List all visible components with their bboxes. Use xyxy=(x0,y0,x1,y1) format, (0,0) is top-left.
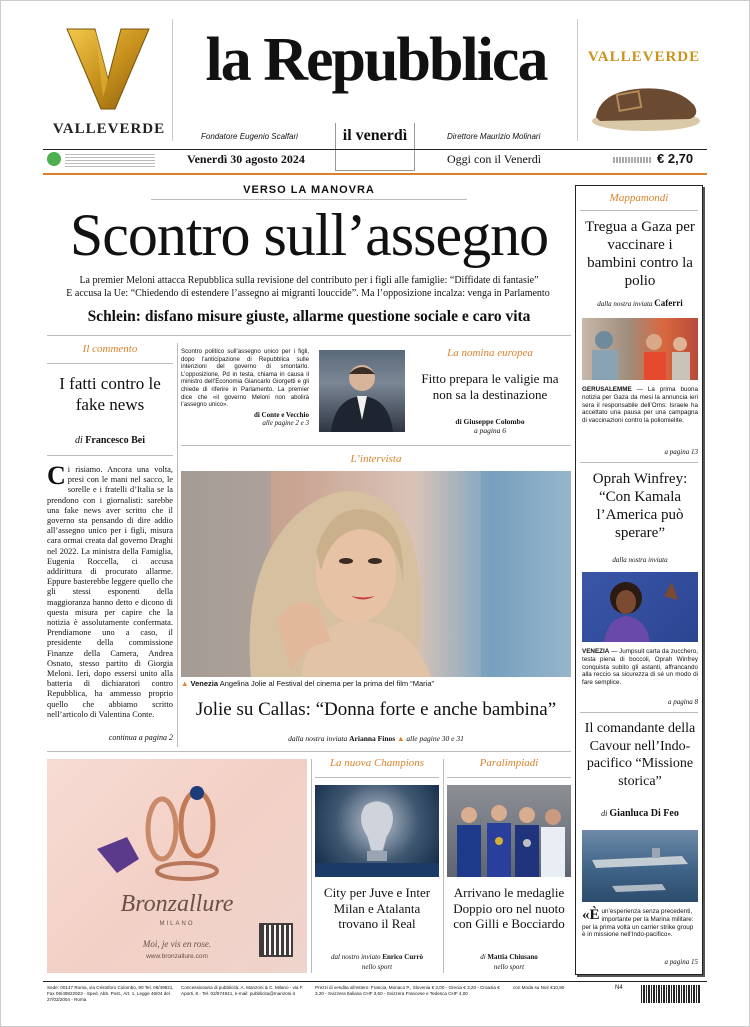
intervista-byline-prefix: dalla nostra inviata xyxy=(288,734,348,743)
athletes-photo xyxy=(447,785,571,877)
nomina-title[interactable]: Fitto prepara le valigie ma non sa la destinazione xyxy=(421,371,559,402)
rings-icon xyxy=(77,779,257,889)
commento-column xyxy=(47,343,173,747)
commento-byline-prefix: di xyxy=(75,435,83,446)
paralimpiadi-author: Mattia Chiusano xyxy=(487,953,538,961)
lead-headline[interactable]: Scontro sull’assegno xyxy=(69,202,549,268)
intervista-author: Arianna Finos xyxy=(349,734,396,743)
gaza-place: GERUSALEMME xyxy=(582,386,632,393)
champions-page[interactable]: nello sport xyxy=(361,963,393,971)
children-photo-icon xyxy=(582,318,698,380)
athletes-icon xyxy=(447,785,571,877)
mappamondi-column xyxy=(575,185,703,975)
supplement-logo[interactable] xyxy=(335,123,415,171)
intervista-kicker: L’intervista xyxy=(350,453,402,465)
political-pages[interactable]: alle pagine 2 e 3 xyxy=(262,418,309,427)
jewelry-ad[interactable] xyxy=(47,759,307,973)
commento-continue[interactable]: continua a pagina 2 xyxy=(108,733,173,742)
nomina-kicker: La nomina europea xyxy=(447,347,533,359)
gaza-text: — La prima buona notizia per Gaza da mesi la annuncia ieri sera il responsabile dell’Oms: Israele ha accettato una pausa per una campagna di vaccinazioni contro la poliomielite. xyxy=(582,386,698,425)
footer-code: N4 xyxy=(615,985,623,991)
recycle-note xyxy=(65,153,155,167)
footer-col2: Concessionaria di pubblicità: A. Manzoni & C. Milano - via F. Aporti, 8 - Tel. 02/574941, e-mail: pubblicita@manzoni.it xyxy=(181,985,304,996)
carrier-ship-icon xyxy=(582,830,698,902)
cavour-text-block xyxy=(582,908,698,939)
commento-kicker: Il commento xyxy=(82,343,138,355)
today-with: Oggi con il Venerdì xyxy=(447,152,542,166)
nomina-page[interactable]: a pagina 6 xyxy=(473,426,507,435)
nomina-box xyxy=(409,343,571,443)
oprah-place: VENEZIA xyxy=(582,648,610,655)
cavour-title[interactable]: Il comandante della Cavour nell’Indo-pacifico “Missione storica” xyxy=(584,721,696,789)
issue-date: Venerdì 30 agosto 2024 xyxy=(187,152,305,166)
trophy-icon xyxy=(315,785,439,877)
oprah-page[interactable]: a pagina 8 xyxy=(668,698,698,706)
footer-col1: Sede: 00147 Roma, via Cristoforo Colombo, 90 Tel. 06/49821, Fax 06/49822923 - Sped. Abb. Post., Art. 1, Legge 46/04 del 27/02/2004 - Roma xyxy=(47,985,174,1002)
champions-box xyxy=(315,757,439,973)
oprah-byline: dalla nostra inviata xyxy=(612,556,668,564)
jolie-caption: ▲ Venezia Angelina Jolie al Festival del cinema per la prima del film “Maria” xyxy=(181,679,434,688)
cavour-page[interactable]: a pagina 15 xyxy=(664,958,698,966)
cavour-text: un’esperienza senza precedenti, importante per la Marina militare: per la prima volta un carrier strike group è in missione nell’Indo-pacifico». xyxy=(582,908,694,939)
portrait-photo-icon xyxy=(181,471,571,677)
left-ad-brand: VALLEVERDE xyxy=(52,121,166,137)
footer-col4: con Moda su Noir €10,90 xyxy=(513,985,565,990)
person-portrait-icon xyxy=(319,350,405,432)
gaza-author: Caferri xyxy=(654,298,683,308)
jolie-photo xyxy=(181,471,571,677)
footer-col3: Prezzi di vendita all’estero: Francia, Monaco P., Slovenia € 3,00 - Grecia € 3,20 - Croazia € 3,20 - Svizzera Italiana CHF 3,50 - Svizzera Francese e Tedesca CHF 4,00 xyxy=(315,985,500,996)
oprah-text-block xyxy=(582,648,698,687)
lead-deck-2: E accusa la Ue: “Chiedendo di estendere l’assegno ai migranti louccide”. Ma l’opposizione incalza: venga in Parlamento xyxy=(66,288,550,299)
ad-url[interactable]: www.bronzallure.com xyxy=(146,953,208,960)
oprah-portrait-icon xyxy=(582,572,698,642)
champions-headline[interactable]: City per Juve e Inter Milan e Atalanta trovano il Real xyxy=(323,885,431,931)
political-summary xyxy=(181,348,309,427)
cavour-byline-prefix: di xyxy=(601,809,608,818)
ad-brand: Bronzallure xyxy=(120,891,234,917)
paralimpiadi-byline-prefix: di xyxy=(480,953,486,961)
paralimpiadi-headline[interactable]: Arrivano le medaglie Doppio oro nel nuoto con Gilli e Bocciardo xyxy=(453,885,565,931)
valleverde-v-logo-icon xyxy=(65,25,151,113)
lead-subhead[interactable]: Schlein: disfano misure giuste, allarme questione sociale e caro vita xyxy=(87,308,531,325)
fitto-photo xyxy=(319,350,405,432)
mappamondi-kicker: Mappamondi xyxy=(609,192,669,204)
paralimpiadi-box xyxy=(447,757,571,973)
lead-deck-1: La premier Meloni attacca Repubblica sulla revisione del contributo per i figli alle famiglie: “Diffidate di fantasie” xyxy=(79,275,539,286)
commento-title[interactable]: I fatti contro le fake news xyxy=(59,374,161,414)
champions-author: Enrico Currò xyxy=(382,953,423,961)
champions-kicker: La nuova Champions xyxy=(329,757,425,769)
cavour-quote-mark: «È xyxy=(582,907,600,923)
left-ad[interactable] xyxy=(43,19,173,141)
ship-photo xyxy=(582,830,698,902)
paralimpiadi-page[interactable]: nello sport xyxy=(493,963,525,971)
barcode-icon xyxy=(641,985,701,1003)
right-ad-brand: VALLEVERDE xyxy=(587,49,701,65)
supplement-logo-text: il venerdì xyxy=(342,127,408,144)
ad-tagline: Moi, je vis en rose. xyxy=(142,939,212,949)
political-text: Scontro politico sull’assegno unico per i figli, dopo l’anticipazione di Repubblica sulle intenzioni del governo di smontarlo. L’opposizione, Pd in testa, chiama in causa il ministro dell’Economia Giancarlo Giorgetti e gli chiede di riferire in Parlamento. La premier dice che «il governo Meloni non abolirà l’assegno unico». xyxy=(181,348,309,409)
champions-byline-prefix: dal nostro inviato xyxy=(331,953,381,961)
lead-kicker: VERSO LA MANOVRA xyxy=(243,184,375,196)
jolie-caption-text: Angelina Jolie al Festival del cinema per la prima del film “Maria” xyxy=(219,679,434,688)
trophy-photo xyxy=(315,785,439,877)
right-ad[interactable] xyxy=(577,19,707,141)
jolie-caption-place: Venezia xyxy=(190,679,219,688)
nomina-byline: di Giuseppe Colombo xyxy=(455,417,525,426)
cavour-author: Gianluca Di Feo xyxy=(609,808,679,819)
oprah-text: — Jumpsuit carta da zucchero, testa piena di boccoli, Oprah Winfrey conquista subito gli astanti, affrancando alla reccio sa sicurezza di sé un modo di fare semplice. xyxy=(582,648,698,687)
intervista-byline: dalla nostra inviata Arianna Finos ▲ alle pagine 30 e 31 xyxy=(288,734,464,743)
gaza-page[interactable]: a pagina 13 xyxy=(664,448,698,456)
director-line: Direttore Maurizio Molinari xyxy=(447,132,541,141)
founder-line: Fondatore Eugenio Scalfari xyxy=(201,132,298,141)
commento-text: i risiamo. Ancora una volta, presi con le mani nel sacco, le sorelle e i fratelli d’Italia se la prendono con i giornalisti: sarebbe una fake news aver scritto che il governo sta pensando di dire addio all’assegno unico per i figli, misura cara ormai creata dal governo Draghi nel 2022. La ministra della Famiglia, Eugenia Roccella, ci accusa addirittura di procurato allarme. Eppure basterebbe leggere quello che gli stessi esponenti della maggioranza hanno detto e dicono di questa misura per capire che la notizia è assolutamente confermata. Prendiamone uno a caso, il presidente della commissione Finanze della Camera, Andrea Osnato, stesso partito di Giorgia Meloni. Ieri, dopo essersi unito alla batteria di dichiaratori contro Repubblica, ha ammesso proprio quello che abbiamo scritto nell’articolo di Valentina Conte. xyxy=(47,465,173,719)
paralimpiadi-kicker: Paralimpiadi xyxy=(479,757,539,769)
intervista-headline[interactable]: Jolie su Callas: “Donna forte e anche bambina” xyxy=(195,699,557,720)
issue-number xyxy=(613,157,651,163)
ad-sub: MILANO xyxy=(159,921,195,927)
commento-author: Francesco Bei xyxy=(85,435,145,446)
political-byline: di Conte e Vecchio xyxy=(253,410,309,419)
masthead-title[interactable]: la Repubblica xyxy=(205,26,547,94)
gaza-byline-prefix: dalla nostra inviata xyxy=(597,300,653,308)
gaza-text-block xyxy=(582,386,698,425)
qr-code-icon xyxy=(261,925,291,955)
oprah-title[interactable]: Oprah Winfrey: “Con Kamala l’America può sperare” xyxy=(592,471,688,541)
oprah-photo xyxy=(582,572,698,642)
issue-price: € 2,70 xyxy=(657,151,694,166)
recycle-badge xyxy=(47,152,61,166)
gaza-photo xyxy=(582,318,698,380)
commento-dropcap: C xyxy=(47,465,66,490)
intervista-pages[interactable]: alle pagine 30 e 31 xyxy=(406,734,464,743)
shoe-icon xyxy=(586,71,704,137)
gaza-title[interactable]: Tregua a Gaza per vaccinare i bambini contro la polio xyxy=(585,219,695,289)
